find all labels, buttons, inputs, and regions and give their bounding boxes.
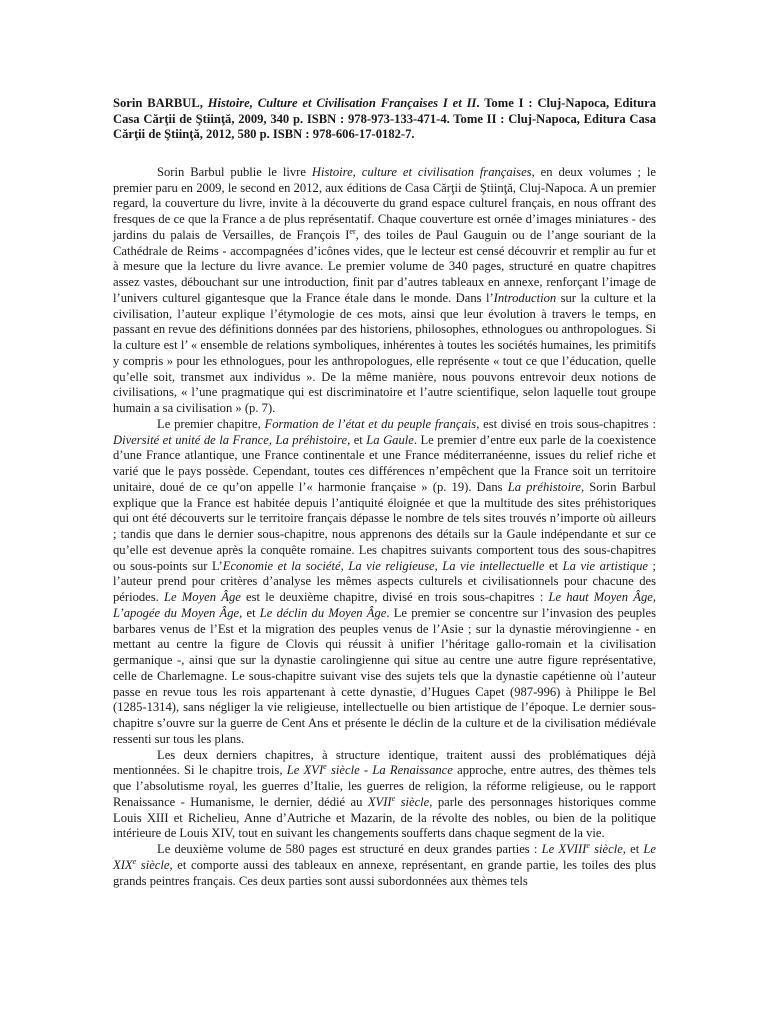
text-run: Le XIX bbox=[113, 842, 656, 872]
text-run: Le premier chapitre, bbox=[157, 416, 265, 431]
text-run: Le XVI bbox=[286, 763, 324, 778]
italic-run: La vie intellectuelle bbox=[442, 558, 545, 573]
book-title: Histoire, Culture et Civilisation Françaises I et II bbox=[207, 96, 477, 110]
text-run: , et bbox=[622, 842, 644, 857]
italic-run: Le déclin du Moyen Âge bbox=[259, 605, 387, 620]
text-run: siècle bbox=[136, 857, 170, 872]
text-run: , et comporte aussi des tableaux en annexe, représentant, en grande partie, les toiles des plus grands peintres français. Ces deux parties sont aussi subordonnées aux thèmes tels bbox=[113, 857, 656, 888]
text-run: , bbox=[652, 590, 657, 605]
text-run: siècle bbox=[395, 794, 430, 809]
book-reference-header bbox=[113, 96, 656, 143]
italic-run: La vie religieuse bbox=[348, 558, 435, 573]
italic-run: La Gaule bbox=[366, 432, 414, 447]
text-run: Sorin Barbul publie le livre bbox=[157, 164, 312, 179]
text-run: siècle bbox=[589, 842, 623, 857]
italic-run bbox=[368, 795, 429, 809]
italic-run: Le Moyen Âge bbox=[164, 590, 241, 605]
text-run: , parle des personnages historiques comme Louis XIII et Richelieu, Anne d’Autriche et Mazarin, de la révolte des nobles, ou bien de la politique intérieure de Louis XIV, tout en suivant les changements soufferts dans chaque segment de la vie. bbox=[113, 794, 656, 841]
paragraph-3 bbox=[113, 748, 656, 843]
paragraph-1 bbox=[113, 165, 656, 417]
text-run: , et bbox=[239, 605, 260, 620]
review-page bbox=[113, 96, 656, 889]
text-run: sur la culture et la civilisation, l’auteur explique l’étymologie de ces mots, ainsi que leur évolution à travers le temps, en passant en revue des définitions données par des historiens, philosophes, ethnologues ou anthropologues. Si la culture est l’ « ensemble de relations symboliques, inhérentes à toutes les sociétés humaines, les primitifs y compris » pour les ethnologues, pour les anthropologues, elle représente « tout ce que l’éducation, quelle qu’elle soit, transmet aux individus ». De la même manière, nous pouvons entrevoir deux notions de civilisations, « l’une pragmatique qui est discriminatoire et l’autre scientifique, selon laquelle tout groupe humain a sa civilisation » (p. 7). bbox=[113, 290, 656, 416]
text-run: , bbox=[340, 558, 349, 573]
superscript: e bbox=[391, 793, 396, 803]
publication-details: . Tome I : Cluj-Napoca, Editura Casa Cărţii de Ştiinţă, 2009, 340 p. ISBN : 978-973-133-471-4. Tome II : Cluj-Napoca, Editura Casa Cărţii de Ştiinţă, 2012, 580 p. ISBN : 978-606-17-0182-7. bbox=[113, 96, 656, 142]
text-run: ; l’auteur prend pour critères d’analyse les mêmes aspects culturels et civilisationnels pour chacune des périodes. bbox=[113, 558, 657, 605]
text-run: Le XVIII bbox=[541, 842, 587, 857]
text-run: siècle - La Renaissance bbox=[326, 763, 453, 778]
text-run: XVII bbox=[367, 794, 392, 809]
paragraph-4 bbox=[113, 842, 656, 889]
text-run: Le deuxième volume de 580 pages est structuré en deux grandes parties : bbox=[157, 842, 542, 857]
text-run: , et bbox=[347, 432, 367, 447]
italic-run: La préhistoire bbox=[275, 432, 348, 447]
text-run: , bbox=[434, 558, 443, 573]
italic-run bbox=[542, 842, 623, 856]
text-run: , Sorin Barbul explique que la France est habitée depuis l’antiquité éloignée et que la multitude des sites préhistoriques qui ont été découverts sur le territoire français dépasse le nombre de tels sites trouvés n’importe où ailleurs ; tandis que dans le dernier sous-chapitre, nous apprenons des détails sur la Gaule indépendante et sur ce qu’elle est devenue après la conquête romaine. Les chapitres suivants comportent tous des sous-chapitres ou sous-points sur L’ bbox=[113, 479, 656, 573]
text-run: . Le premier d’entre eux parle de la coexistence d’une France atlantique, une France continentale et une France méditerranéenne, issues du relief riche et varié que le pays possède. Cependant, toutes ces différences n’empêchent que la France soit un territoire unitaire, doué de ce qu’on appelle l’« harmonie française » (p. 19). Dans bbox=[113, 432, 656, 494]
superscript: e bbox=[586, 840, 590, 850]
italic-run: La préhistoire bbox=[507, 479, 581, 494]
text-run: est le deuxième chapitre, divisé en trois sous-chapitres : bbox=[240, 590, 549, 605]
text-run: , bbox=[268, 432, 276, 447]
text-run: et bbox=[544, 558, 563, 573]
italic-run: Introduction bbox=[493, 290, 557, 305]
italic-run: La vie artistique bbox=[562, 558, 648, 573]
italic-run: Histoire, culture et civilisation françaises bbox=[311, 164, 532, 179]
italic-run bbox=[287, 763, 453, 777]
italic-run: Le haut Moyen Âge bbox=[548, 590, 653, 605]
italic-run: L’apogée du Moyen Âge bbox=[113, 605, 240, 620]
superscript: e bbox=[323, 762, 327, 772]
italic-run: Diversité et unité de la France bbox=[113, 432, 269, 447]
italic-run: Formation de l’état et du peuple français bbox=[264, 416, 477, 431]
text-run: , en deux volumes ; le premier paru en 2009, le second en 2012, aux éditions de Casa Cărţii de Ştiinţă, Cluj-Napoca. A un premier regard, la couverture du livre, invite à la découverte du grand espace culturel français, en nous offrant des fresques de ce que la France a de plus représentatif. Chaque couverture est ornée d’images miniatures - des jardins du palais de Versailles, de François I bbox=[113, 164, 656, 242]
text-run: . Le premier se concentre sur l’invasion des peuples barbares venus de l’Est et la migration des peuples venus de l’Asie ; sur la dynastie mérovingienne - en mettant au centre la figure de Clovis qui réussit à unifier l’héritage gallo-romain et la civilisation germanique -, ainsi que sur la dynastie carolingienne qui situe au centre une autre figure représentative, celle de Charlemagne. Le sous-chapitre suivant vise des sujets tels que la dynastie capétienne où l’auteur passe en revue tous les rois appartenant à cette dynastie, d’Hugues Capet (987-996) à Philippe le Bel (1285-1314), sans négliger la vie religieuse, intellectuelle ou bien artistique de l’époque. Le dernier sous-chapitre s’ouvre sur la guerre de Cent Ans et présente le déclin de la culture et de la civilisation médiévale ressenti sur tous les plans. bbox=[113, 605, 656, 746]
author-name: Sorin BARBUL, bbox=[113, 96, 208, 110]
paragraph-2 bbox=[113, 417, 656, 748]
text-run: , des toiles de Paul Gauguin ou de l’ange souriant de la Cathédrale de Reims - accompagnées d’icônes vides, que le lecteur est censé découvrir et remplir au fur et à mesure que la lecture du livre avance. Le premier volume de 340 pages, structuré en quatre chapitres assez vastes, débouchant sur une introduction, finit par d’autres tableaux en annexe, renforçant l’image de l’univers culturel gigantesque que la France étale dans le monde. Dans l’ bbox=[113, 227, 656, 305]
text-run: approche, entre autres, des thèmes tels que l’absolutisme royal, les guerres d’Italie, les guerres de religion, la réforme religieuse, ou le rapport Renaissance - Humanisme, le dernier, dédié au bbox=[113, 763, 656, 809]
superscript: e bbox=[132, 856, 137, 866]
text-run: , est divisé en trois sous-chapitres : bbox=[476, 416, 657, 431]
italic-run: Economie et la société bbox=[222, 558, 341, 573]
superscript: er bbox=[349, 226, 356, 236]
text-run: Les deux derniers chapitres, à structure identique, traitent aussi des problématiques déjà mentionnées. Si le chapitre trois, bbox=[113, 747, 656, 778]
